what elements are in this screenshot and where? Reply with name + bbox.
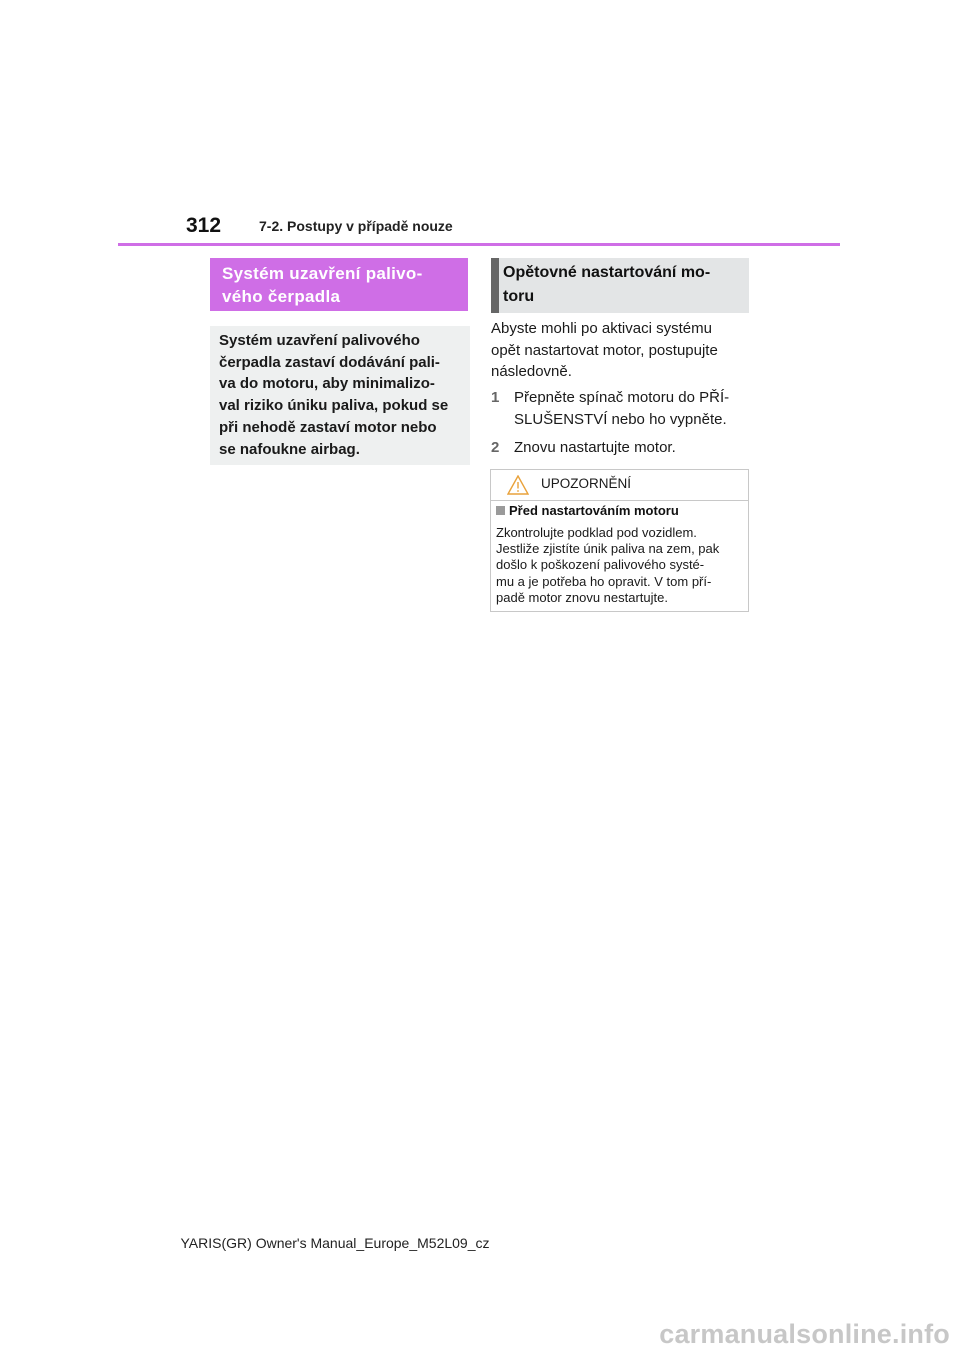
step-line: Přepněte spínač motoru do PŘÍ- — [514, 389, 730, 406]
intro-line: při nehodě zastaví motor nebo — [219, 418, 437, 436]
intro-line: Systém uzavření palivového — [219, 332, 420, 349]
page-number: 312 — [186, 214, 222, 237]
warning-line: Jestliže zjistíte únik paliva na zem, pak — [496, 541, 720, 557]
body-line: opět nastartovat motor, postupujte — [491, 341, 718, 359]
step-1 — [491, 387, 751, 430]
warning-line: mu a je potřeba ho opravit. V tom pří- — [496, 573, 712, 589]
section-heading-restart-engine — [491, 258, 749, 313]
square-bullet-icon — [496, 506, 505, 515]
warning-line: došlo k poškození palivového systé- — [496, 557, 705, 573]
step-text — [514, 387, 751, 430]
header-rule — [118, 243, 840, 246]
footer-manual-id: YARIS(GR) Owner's Manual_Europe_M52L09_cz — [180, 1235, 490, 1251]
watermark: carmanualsonline.info — [659, 1319, 950, 1349]
heading-line: toru — [503, 288, 535, 305]
intro-line: val riziko úniku paliva, pokud se — [219, 397, 449, 415]
warning-line: padě motor znovu nestartujte. — [496, 589, 668, 605]
intro-line: va do motoru, aby minimalizo- — [219, 375, 435, 393]
warning-triangle-icon — [507, 475, 529, 500]
body-line: následovně. — [491, 363, 572, 381]
warning-subheading-text: Před nastartováním motoru — [509, 503, 679, 518]
intro-line: se nafoukne airbag. — [219, 440, 360, 458]
warning-box — [490, 469, 749, 612]
step-number: 1 — [491, 389, 500, 406]
body-line: Abyste mohli po aktivaci systému — [491, 320, 712, 337]
warning-text — [496, 525, 746, 606]
heading-line: vého čerpadla — [222, 287, 341, 306]
intro-box — [210, 326, 470, 465]
step-line: Znovu nastartujte motor. — [514, 439, 676, 456]
warning-header — [491, 470, 748, 501]
step-text — [514, 437, 751, 459]
heading-line: Opětovné nastartování mo- — [503, 264, 711, 281]
step-2 — [491, 437, 751, 459]
warning-subheading — [496, 503, 679, 518]
heading-line: Systém uzavření palivo- — [222, 264, 423, 283]
step-number: 2 — [491, 439, 500, 456]
restart-body-text — [491, 318, 751, 383]
chapter-title: 7-2. Postupy v případě nouze — [259, 218, 453, 234]
warning-line: Zkontrolujte podklad pod vozidlem. — [496, 525, 697, 540]
section-heading-fuel-pump-shutoff — [210, 258, 468, 311]
warning-title: UPOZORNĚNÍ — [541, 476, 632, 491]
step-line: SLUŠENSTVÍ nebo ho vypněte. — [514, 410, 727, 428]
intro-line: čerpadla zastaví dodávání pali- — [219, 353, 440, 371]
